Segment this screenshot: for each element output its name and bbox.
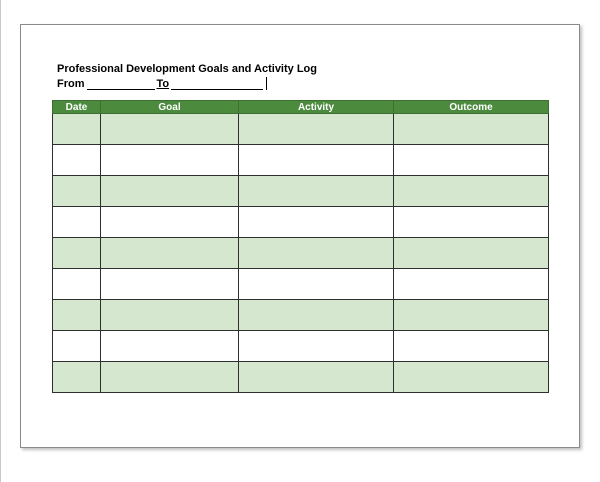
cell-date[interactable] <box>53 331 101 362</box>
table-row <box>53 300 549 331</box>
cell-date[interactable] <box>53 145 101 176</box>
cell-date[interactable] <box>53 176 101 207</box>
cell-activity[interactable] <box>239 300 394 331</box>
cell-outcome[interactable] <box>394 269 549 300</box>
cell-activity[interactable] <box>239 331 394 362</box>
cell-outcome[interactable] <box>394 207 549 238</box>
cell-date[interactable] <box>53 114 101 145</box>
from-date-blank[interactable] <box>87 79 155 90</box>
cell-date[interactable] <box>53 300 101 331</box>
cell-outcome[interactable] <box>394 114 549 145</box>
table-row <box>53 145 549 176</box>
cell-goal[interactable] <box>101 269 239 300</box>
date-range-line <box>57 77 267 90</box>
cell-activity[interactable] <box>239 145 394 176</box>
table-row <box>53 114 549 145</box>
cell-outcome[interactable] <box>394 331 549 362</box>
cell-goal[interactable] <box>101 238 239 269</box>
cell-activity[interactable] <box>239 207 394 238</box>
cell-activity[interactable] <box>239 362 394 393</box>
cell-goal[interactable] <box>101 145 239 176</box>
cell-goal[interactable] <box>101 176 239 207</box>
header-goal: Goal <box>101 101 239 114</box>
cell-date[interactable] <box>53 269 101 300</box>
table-row <box>53 176 549 207</box>
cell-goal[interactable] <box>101 114 239 145</box>
cell-activity[interactable] <box>239 269 394 300</box>
window-edge <box>0 0 1 482</box>
document-page[interactable] <box>20 24 580 448</box>
cell-goal[interactable] <box>101 362 239 393</box>
cell-date[interactable] <box>53 207 101 238</box>
header-date: Date <box>53 101 101 114</box>
cell-goal[interactable] <box>101 300 239 331</box>
cell-outcome[interactable] <box>394 176 549 207</box>
cell-outcome[interactable] <box>394 300 549 331</box>
table-body <box>53 114 549 393</box>
activity-log-table <box>52 100 549 393</box>
table-row <box>53 362 549 393</box>
table-row <box>53 331 549 362</box>
cell-activity[interactable] <box>239 114 394 145</box>
cell-date[interactable] <box>53 362 101 393</box>
cell-date[interactable] <box>53 238 101 269</box>
table-header-row <box>53 101 549 114</box>
document-title: Professional Development Goals and Activity Log <box>57 63 317 75</box>
table-row <box>53 269 549 300</box>
cell-goal[interactable] <box>101 331 239 362</box>
to-date-blank[interactable] <box>171 79 263 90</box>
cell-activity[interactable] <box>239 238 394 269</box>
table-row <box>53 207 549 238</box>
table-row <box>53 238 549 269</box>
cell-outcome[interactable] <box>394 238 549 269</box>
from-label: From <box>57 78 85 90</box>
text-cursor <box>266 77 267 90</box>
cell-goal[interactable] <box>101 207 239 238</box>
header-outcome: Outcome <box>394 101 549 114</box>
header-activity: Activity <box>239 101 394 114</box>
to-label: To <box>156 78 170 90</box>
cell-outcome[interactable] <box>394 362 549 393</box>
cell-outcome[interactable] <box>394 145 549 176</box>
cell-activity[interactable] <box>239 176 394 207</box>
